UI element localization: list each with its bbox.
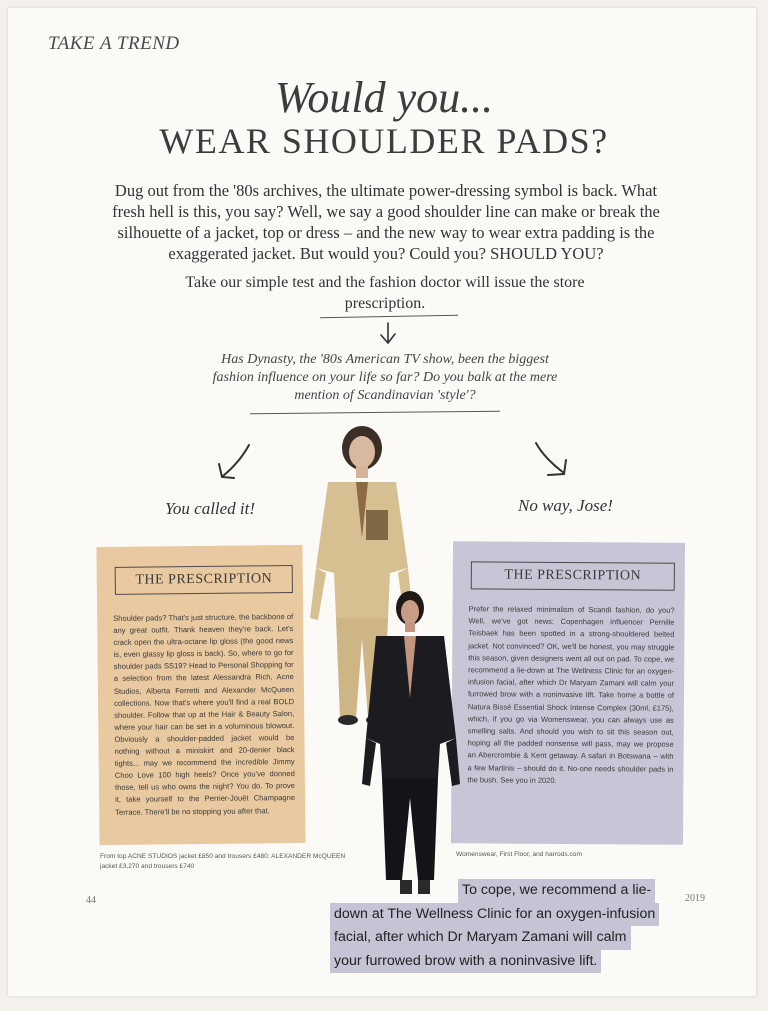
prescription-card-no xyxy=(451,541,685,845)
intro-paragraph: Dug out from the '80s archives, the ultimate power-dressing symbol is back. What fresh hell is this, you say? Well, we say a good shoulder line can make or break the silhouette of a jacket, top or dress – and the new way to wear extra padding is the exaggerated jacket. But would you? Could you? SHOULD YOU? xyxy=(112,181,660,263)
prescription-body: Prefer the relaxed minimalism of Scandi fashion, do you? Well, we've got news: Copenhagen influencer Pernille Teisbaek has been spotted in a strong-shouldered belted jacket. Not convinced? OK, we'll be honest, you may struggle this season, given designers went all out on pad. To cope, we recommend a lie-down at The Wellness Clinic for an oxygen-infusion facial, after which Dr Maryam Zamani will calm your furrowed brow with a noninvasive lift. Take home a bottle of Natura Bissé Essential Shock Intense Complex (30ml, £175), which, if you go via Womenswear, you can always use as smelling salts. And should you wish to sit this season out, hoping all the padded nonsense will pass, may we propose an Abercrombie & Kent getaway. A safari in Botswana – with a few Martinis – should do it. No-one needs shoulder pads in the bush. See you in 2020. xyxy=(467,604,675,785)
caption-left: From top ACNE STUDIOS jacket £850 and trousers £480; ALEXANDER McQUEEN jacket £3,270 and trousers £740 xyxy=(100,853,346,870)
answer-yes: You called it! xyxy=(165,499,256,518)
pull-quote-line: down at The Wellness Clinic for an oxygen-infusion xyxy=(330,903,659,927)
section-tag: TAKE A TREND xyxy=(48,33,180,54)
right-arrow-icon xyxy=(530,440,572,480)
page-number: 44 xyxy=(86,895,96,906)
down-arrow-icon xyxy=(378,322,398,346)
headline-line-2: WEAR SHOULDER PADS? xyxy=(159,121,609,161)
prescription-card-yes xyxy=(96,545,305,845)
model-black-suit-photo xyxy=(360,588,464,908)
pull-quote-line: facial, after which Dr Maryam Zamani will calm xyxy=(330,926,631,950)
quiz-question: Has Dynasty, the '80s American TV show, been the biggest fashion influence on your life so far? Do you balk at the mere mention of Scandinavian 'style'? xyxy=(212,352,558,403)
left-arrow-icon xyxy=(215,442,253,482)
pull-quote-line: your furrowed brow with a noninvasive lift. xyxy=(330,950,601,974)
prescription-body: Shoulder pads? That's just structure, the backbone of any great outfit. Thank heaven they're back. Let's crack open the ultra-octane lip gloss (the good news is, even glassy lip gloss is back). So, where to go for shoulder pads SS19? Head to Personal Shopping for a selection from the latest Alessandra Rich, Acne Studios, Alberta Ferretti and Alexander McQueen collections. Now that's where you'll find a real BOLD shoulder. Follow that up at the Hair & Beauty Salon, where your hair can be set in a voluminous blowout. Obviously a shoulder-padded jacket would be nothing without a miniskirt and 20-denier black tights... may we recommend the incredible Jimmy Choo Love 100 high heels? Once you've donned those, tell us who owns the night? You do. To prove it, take yourself to the Perrier-Jouët Champagne Terrace. There'll be no stopping you after that. xyxy=(113,612,296,817)
test-instructions: Take our simple test and the fashion doctor will issue the store prescription. xyxy=(185,274,585,312)
prescription-title: THE PRESCRIPTION xyxy=(471,561,675,590)
pull-quote xyxy=(330,879,688,973)
folio-year: 2019 xyxy=(685,893,705,904)
answer-no: No way, Jose! xyxy=(518,496,613,515)
headline-line-1: Would you... xyxy=(274,73,494,122)
prescription-title: THE PRESCRIPTION xyxy=(115,565,293,595)
caption-right: Womenswear, First Floor, and harrods.com xyxy=(456,851,582,858)
pull-quote-line: To cope, we recommend a lie- xyxy=(458,879,655,903)
